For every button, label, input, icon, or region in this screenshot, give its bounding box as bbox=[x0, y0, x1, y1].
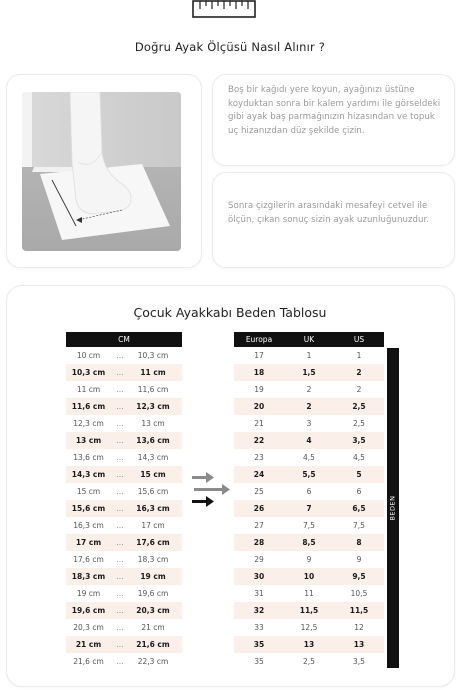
cm-to: 16,3 cm bbox=[136, 504, 170, 513]
cm-table-row bbox=[66, 398, 182, 415]
size-us: 6,5 bbox=[352, 504, 366, 513]
size-uk: 8,5 bbox=[302, 538, 316, 547]
instruction-step-1: Boş bir kağıdı yere koyun, ayağınızı üstüne koyduktan sonra bir kalem yardımı ile görseldeki gibi ayak baş parmağınızın hizasından ve topuk uç hizanızdan düz şekilde çizin. bbox=[228, 85, 441, 136]
size-uk: 3 bbox=[306, 419, 312, 428]
size-us: 6 bbox=[356, 487, 362, 496]
cm-table-row bbox=[66, 636, 182, 653]
size-uk: 13 bbox=[303, 640, 315, 649]
cm-to: 22,3 cm bbox=[137, 657, 169, 666]
cm-table-row bbox=[66, 381, 182, 398]
cm-from: 19 cm bbox=[76, 589, 101, 598]
size-us: 2 bbox=[356, 368, 362, 377]
size-table-row bbox=[234, 619, 384, 636]
cm-table-row bbox=[66, 466, 182, 483]
cm-from: 18,3 cm bbox=[71, 572, 106, 581]
cm-to: 14,3 cm bbox=[137, 453, 169, 462]
cm-separator: ... bbox=[116, 487, 124, 496]
size-table-row bbox=[234, 534, 384, 551]
header-uk: UK bbox=[303, 335, 315, 344]
cm-separator: ... bbox=[116, 555, 124, 564]
size-conversion-table bbox=[234, 332, 384, 670]
size-eu: 25 bbox=[254, 487, 264, 496]
size-table-row bbox=[234, 381, 384, 398]
cm-from: 13,6 cm bbox=[73, 453, 104, 462]
cm-separator: ... bbox=[116, 589, 124, 598]
size-uk: 1 bbox=[306, 351, 312, 360]
size-eu: 23 bbox=[254, 453, 264, 462]
cm-to: 13,6 cm bbox=[136, 436, 170, 445]
size-us: 3,5 bbox=[352, 436, 366, 445]
size-eu: 26 bbox=[253, 504, 265, 513]
cm-to: 21,6 cm bbox=[136, 640, 170, 649]
size-eu: 19 bbox=[254, 385, 264, 394]
size-table-row bbox=[234, 347, 384, 364]
size-table-row bbox=[234, 432, 384, 449]
size-table-row bbox=[234, 415, 384, 432]
cm-from: 11 cm bbox=[76, 385, 101, 394]
cm-from: 15 cm bbox=[76, 487, 101, 496]
cm-separator: ... bbox=[116, 419, 124, 428]
cm-to: 20,3 cm bbox=[136, 606, 170, 615]
cm-table-row bbox=[66, 500, 182, 517]
size-uk: 10 bbox=[303, 572, 315, 581]
cm-table-row bbox=[66, 483, 182, 500]
size-eu: 35 bbox=[253, 640, 265, 649]
cm-from: 10,3 cm bbox=[71, 368, 106, 377]
size-uk: 2 bbox=[306, 385, 312, 394]
cm-to: 15,6 cm bbox=[137, 487, 169, 496]
size-eu: 17 bbox=[254, 351, 264, 360]
size-us: 2,5 bbox=[353, 419, 365, 428]
size-table-row bbox=[234, 636, 384, 653]
cm-from: 20,3 cm bbox=[73, 623, 104, 632]
cm-table-row bbox=[66, 364, 182, 381]
size-uk: 4 bbox=[306, 436, 312, 445]
size-eu: 30 bbox=[253, 572, 265, 581]
cm-table-row bbox=[66, 534, 182, 551]
size-eu: 21 bbox=[254, 419, 264, 428]
cm-separator: ... bbox=[116, 351, 124, 360]
cm-table-row bbox=[66, 449, 182, 466]
cm-to: 19 cm bbox=[140, 572, 166, 581]
cm-separator: ... bbox=[116, 657, 124, 666]
size-table-row bbox=[234, 653, 384, 670]
cm-table-row bbox=[66, 415, 182, 432]
size-uk: 7 bbox=[306, 504, 312, 513]
size-uk: 5,5 bbox=[302, 470, 316, 479]
size-eu: 35 bbox=[254, 657, 264, 666]
size-us: 4,5 bbox=[353, 453, 365, 462]
cm-to: 15 cm bbox=[140, 470, 166, 479]
cm-separator: ... bbox=[116, 640, 124, 649]
size-table-row bbox=[234, 517, 384, 534]
cm-table-row bbox=[66, 653, 182, 670]
size-uk: 2 bbox=[306, 402, 312, 411]
cm-header-label: CM bbox=[118, 335, 130, 344]
size-us: 9 bbox=[356, 555, 362, 564]
cm-table-row bbox=[66, 517, 182, 534]
cm-from: 14,3 cm bbox=[71, 470, 106, 479]
cm-to: 17 cm bbox=[141, 521, 165, 530]
cm-from: 10 cm bbox=[76, 351, 101, 360]
size-uk: 12,5 bbox=[300, 623, 318, 632]
size-eu: 32 bbox=[253, 606, 265, 615]
size-table-row bbox=[234, 483, 384, 500]
size-eu: 24 bbox=[253, 470, 265, 479]
cm-separator: ... bbox=[116, 572, 124, 581]
size-uk: 11 bbox=[304, 589, 314, 598]
cm-table-row bbox=[66, 551, 182, 568]
size-table-row bbox=[234, 568, 384, 585]
cm-separator: ... bbox=[116, 385, 124, 394]
size-us: 9,5 bbox=[352, 572, 366, 581]
size-us: 11,5 bbox=[349, 606, 369, 615]
cm-table-row bbox=[66, 619, 182, 636]
size-us: 13 bbox=[353, 640, 365, 649]
size-us: 2 bbox=[356, 385, 362, 394]
size-table-row bbox=[234, 602, 384, 619]
size-eu: 18 bbox=[253, 368, 265, 377]
size-uk: 9 bbox=[306, 555, 312, 564]
cm-table-row bbox=[66, 568, 182, 585]
size-eu: 31 bbox=[254, 589, 264, 598]
beden-label: BEDEN bbox=[389, 495, 398, 521]
cm-table-row bbox=[66, 585, 182, 602]
size-us: 7,5 bbox=[353, 521, 365, 530]
size-table-row bbox=[234, 500, 384, 517]
cm-separator: ... bbox=[116, 606, 124, 615]
size-eu: 33 bbox=[254, 623, 264, 632]
cm-separator: ... bbox=[116, 623, 124, 632]
cm-from: 12,3 cm bbox=[73, 419, 104, 428]
header-us: US bbox=[353, 335, 365, 344]
cm-to: 19,6 cm bbox=[137, 589, 169, 598]
cm-to: 21 cm bbox=[141, 623, 165, 632]
size-table-row bbox=[234, 449, 384, 466]
size-table-row bbox=[234, 585, 384, 602]
size-uk: 7,5 bbox=[303, 521, 315, 530]
cm-from: 17 cm bbox=[75, 538, 102, 547]
size-us: 3,5 bbox=[353, 657, 365, 666]
cm-to: 10,3 cm bbox=[137, 351, 169, 360]
cm-from: 21,6 cm bbox=[73, 657, 104, 666]
cm-to: 11 cm bbox=[140, 368, 166, 377]
cm-separator: ... bbox=[116, 402, 124, 411]
cm-table-header bbox=[66, 332, 182, 347]
cm-table-row bbox=[66, 347, 182, 364]
cm-from: 13 cm bbox=[75, 436, 102, 445]
cm-to: 11,6 cm bbox=[137, 385, 169, 394]
arrows-right-icon bbox=[192, 470, 232, 510]
size-table-row bbox=[234, 551, 384, 568]
size-uk: 6 bbox=[306, 487, 312, 496]
size-eu: 20 bbox=[253, 402, 265, 411]
size-us: 5 bbox=[356, 470, 362, 479]
ruler-icon bbox=[192, 0, 256, 18]
size-us: 1 bbox=[356, 351, 362, 360]
cm-separator: ... bbox=[116, 538, 124, 547]
size-us: 10,5 bbox=[350, 589, 368, 598]
cm-separator: ... bbox=[116, 521, 124, 530]
cm-table bbox=[66, 332, 182, 670]
size-uk: 4,5 bbox=[303, 453, 315, 462]
size-eu: 28 bbox=[253, 538, 265, 547]
cm-from: 16,3 cm bbox=[73, 521, 104, 530]
cm-to: 12,3 cm bbox=[136, 402, 170, 411]
size-table-row bbox=[234, 466, 384, 483]
page-title: Doğru Ayak Ölçüsü Nasıl Alınır ? bbox=[134, 40, 326, 54]
cm-separator: ... bbox=[116, 470, 124, 479]
cm-separator: ... bbox=[116, 368, 124, 377]
size-eu: 22 bbox=[253, 436, 265, 445]
size-table-row bbox=[234, 364, 384, 381]
cm-from: 17,6 cm bbox=[73, 555, 104, 564]
cm-separator: ... bbox=[116, 453, 124, 462]
size-eu: 27 bbox=[254, 521, 264, 530]
cm-separator: ... bbox=[116, 436, 124, 445]
cm-separator: ... bbox=[116, 504, 124, 513]
cm-to: 13 cm bbox=[141, 419, 165, 428]
cm-from: 11,6 cm bbox=[71, 402, 106, 411]
cm-to: 18,3 cm bbox=[137, 555, 169, 564]
header-europa: Europa bbox=[245, 335, 273, 344]
size-us: 8 bbox=[356, 538, 362, 547]
cm-from: 19,6 cm bbox=[71, 606, 106, 615]
cm-from: 21 cm bbox=[75, 640, 102, 649]
size-table-title: Çocuk Ayakkabı Beden Tablosu bbox=[133, 305, 327, 320]
size-uk: 1,5 bbox=[302, 368, 316, 377]
cm-table-row bbox=[66, 432, 182, 449]
cm-from: 15,6 cm bbox=[71, 504, 106, 513]
cm-to: 17,6 cm bbox=[136, 538, 170, 547]
size-uk: 11,5 bbox=[299, 606, 319, 615]
cm-table-row bbox=[66, 602, 182, 619]
foot-measurement-photo bbox=[22, 92, 181, 251]
instruction-step-2: Sonra çizgilerin arasındaki mesafeyi cetvel ile ölçün, çıkan sonuç sizin ayak uzunluğunuzdur. bbox=[228, 201, 430, 225]
size-table-header bbox=[234, 332, 384, 347]
size-us: 12 bbox=[354, 623, 364, 632]
size-table-row bbox=[234, 398, 384, 415]
size-us: 2,5 bbox=[352, 402, 366, 411]
size-uk: 2,5 bbox=[303, 657, 315, 666]
size-eu: 29 bbox=[254, 555, 264, 564]
